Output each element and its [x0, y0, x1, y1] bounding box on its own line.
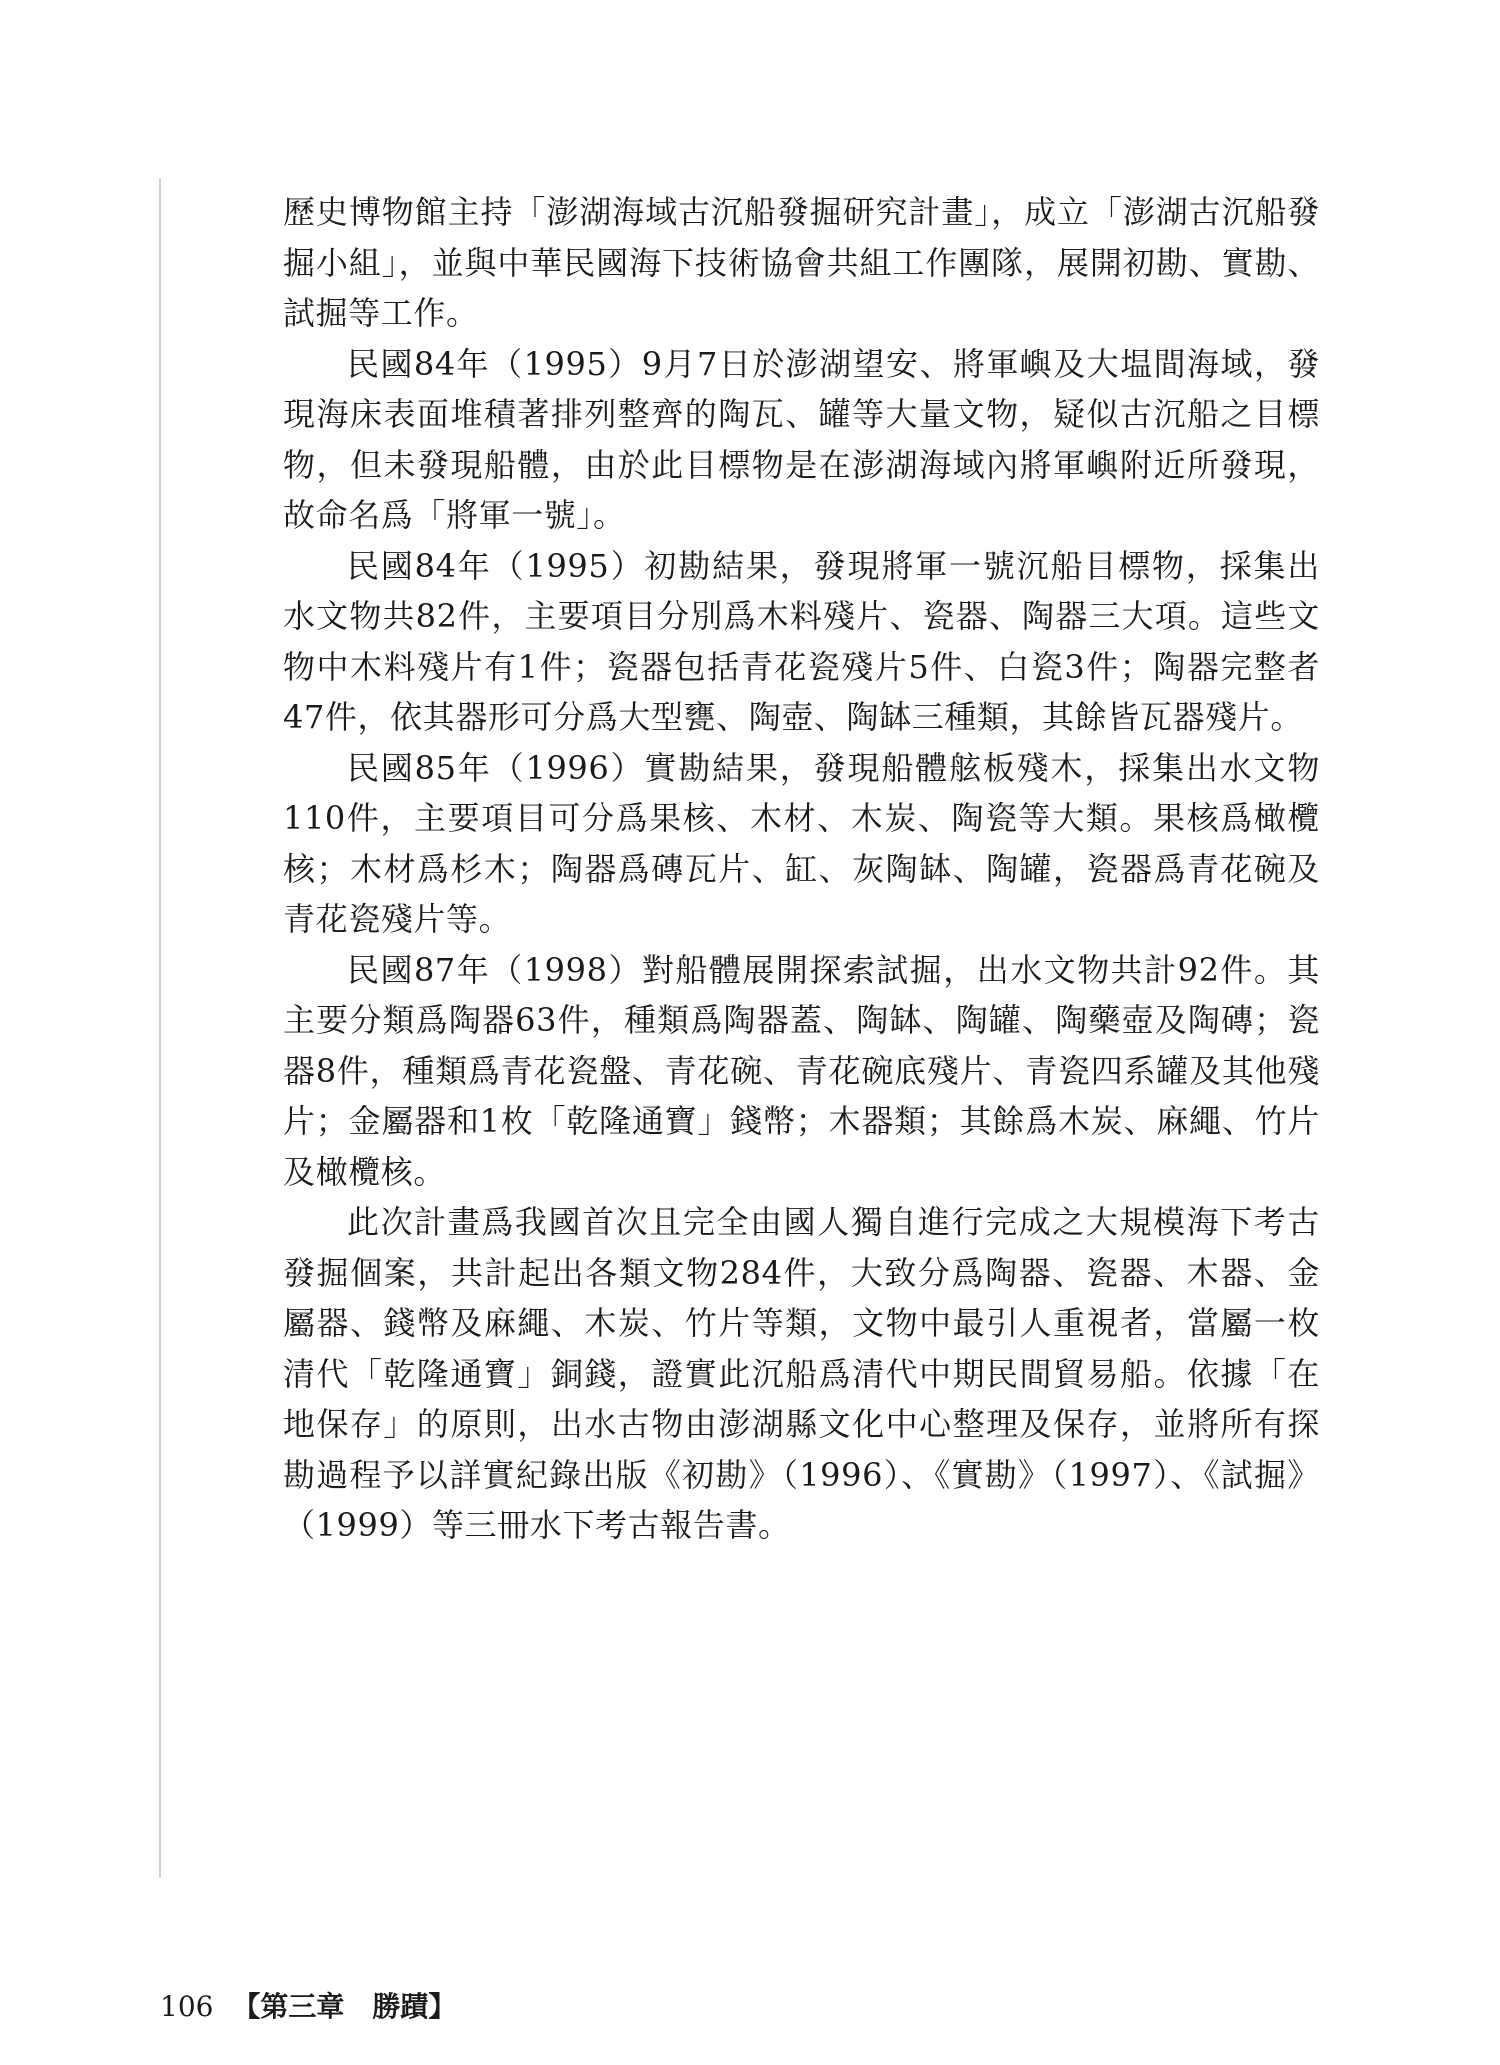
- page-number: 106: [160, 1990, 214, 2023]
- paragraph: 民國85年（1996）實勘結果，發現船體舷板殘木，採集出水文物110件，主要項目可分爲果核、木材、木炭、陶瓷等大類。果核爲橄欖核；木材爲杉木；陶器爲磚瓦片、缸、灰陶缽、陶罐，瓷器爲青花碗及青花瓷殘片等。: [283, 748, 1320, 938]
- paragraph: 民國87年（1998）對船體展開探索試掘，出水文物共計92件。其主要分類爲陶器63件，種類爲陶器蓋、陶缽、陶罐、陶藥壺及陶磚；瓷器8件，種類爲青花瓷盤、青花碗、青花碗底殘片、青瓷四系罐及其他殘片；金屬器和1枚「乾隆通寶」錢幣；木器類；其餘爲木炭、麻繩、竹片及橄欖核。: [283, 950, 1320, 1191]
- paragraph: 民國84年（1995）9月7日於澎湖望安、將軍嶼及大塭間海域，發現海床表面堆積著排列整齊的陶瓦、罐等大量文物，疑似古沉船之目標物，但未發現船體，由於此目標物是在澎湖海域內將軍嶼附近所發現，故命名爲「將軍一號」。: [283, 344, 1320, 534]
- margin-rule: [159, 178, 161, 1878]
- paragraph: 此次計畫爲我國首次且完全由國人獨自進行完成之大規模海下考古發掘個案，共計起出各類文物284件，大致分爲陶器、瓷器、木器、金屬器、錢幣及麻繩、木炭、竹片等類，文物中最引人重視者，當屬一枚清代「乾隆通寶」銅錢，證實此沉船爲清代中期民間貿易船。依據「在地保存」的原則，出水古物由澎湖縣文化中心整理及保存，並將所有探勘過程予以詳實紀錄出版《初勘》（1996）、《實勘》（1997）、《試掘》（1999）等三冊水下考古報告書。: [283, 1203, 1320, 1544]
- chapter-label: 【第三章 勝蹟】: [232, 1990, 457, 2023]
- paragraph: 民國84年（1995）初勘結果，發現將軍一號沉船目標物，採集出水文物共82件，主要項目分別爲木料殘片、瓷器、陶器三大項。這些文物中木料殘片有1件；瓷器包括青花瓷殘片5件、白瓷3件；陶器完整者47件，依其器形可分爲大型甕、陶壺、陶缽三種類，其餘皆瓦器殘片。: [283, 546, 1320, 736]
- paragraph: 歷史博物館主持「澎湖海域古沉船發掘研究計畫」，成立「澎湖古沉船發掘小組」，並與中華民國海下技術協會共組工作團隊，展開初勘、實勘、試掘等工作。: [283, 193, 1320, 332]
- body-text: [283, 187, 1320, 1551]
- page-footer: [160, 1990, 456, 2024]
